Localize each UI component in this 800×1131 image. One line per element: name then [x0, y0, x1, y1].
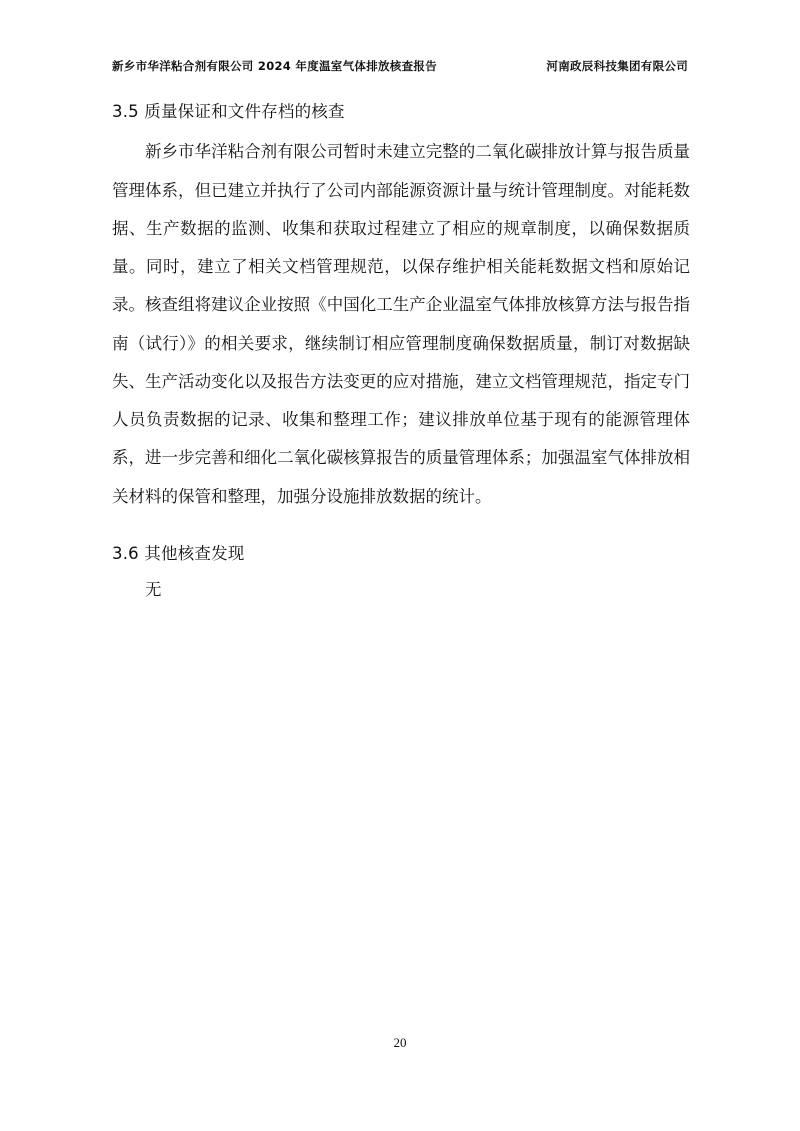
section-paragraph: 无 [145, 580, 162, 600]
section-3-5 [112, 96, 690, 516]
page-number: 20 [393, 1035, 407, 1050]
section-paragraph: 新乡市华洋粘合剂有限公司暂时未建立完整的二氧化碳排放计算与报告质量管理体系，但已建立并执行了公司内部能源资源计量与统计管理制度。对能耗数据、生产数据的监测、收集和获取过程建立了相应的规章制度，以确保数据质量。同时，建立了相关文档管理规范，以保存维护相关能耗数据文档和原始记录。核查组将建议企业按照《中国化工生产企业温室气体排放核算方法与报告指南（试行）》的相关要求，继续制订相应管理制度确保数据质量，制订对数据缺失、生产活动变化以及报告方法变更的应对措施，建立文档管理规范，指定专门人员负责数据的记录、收集和整理工作；建议排放单位基于现有的能源管理体系，进一步完善和细化二氧化碳核算报告的质量管理体系；加强温室气体排放相关材料的保管和整理，加强分设施排放数据的统计。 [112, 142, 690, 506]
section-heading: 3.5 质量保证和文件存档的核查 [112, 102, 345, 121]
header-left-title: 新乡市华洋粘合剂有限公司 2024 年度温室气体排放核查报告 [112, 59, 438, 73]
page-content [112, 0, 690, 1131]
section-heading: 3.6 其他核查发现 [112, 544, 245, 563]
header-right-title: 河南政辰科技集团有限公司 [546, 59, 688, 73]
page-header [112, 0, 690, 74]
section-3-6 [112, 538, 690, 610]
